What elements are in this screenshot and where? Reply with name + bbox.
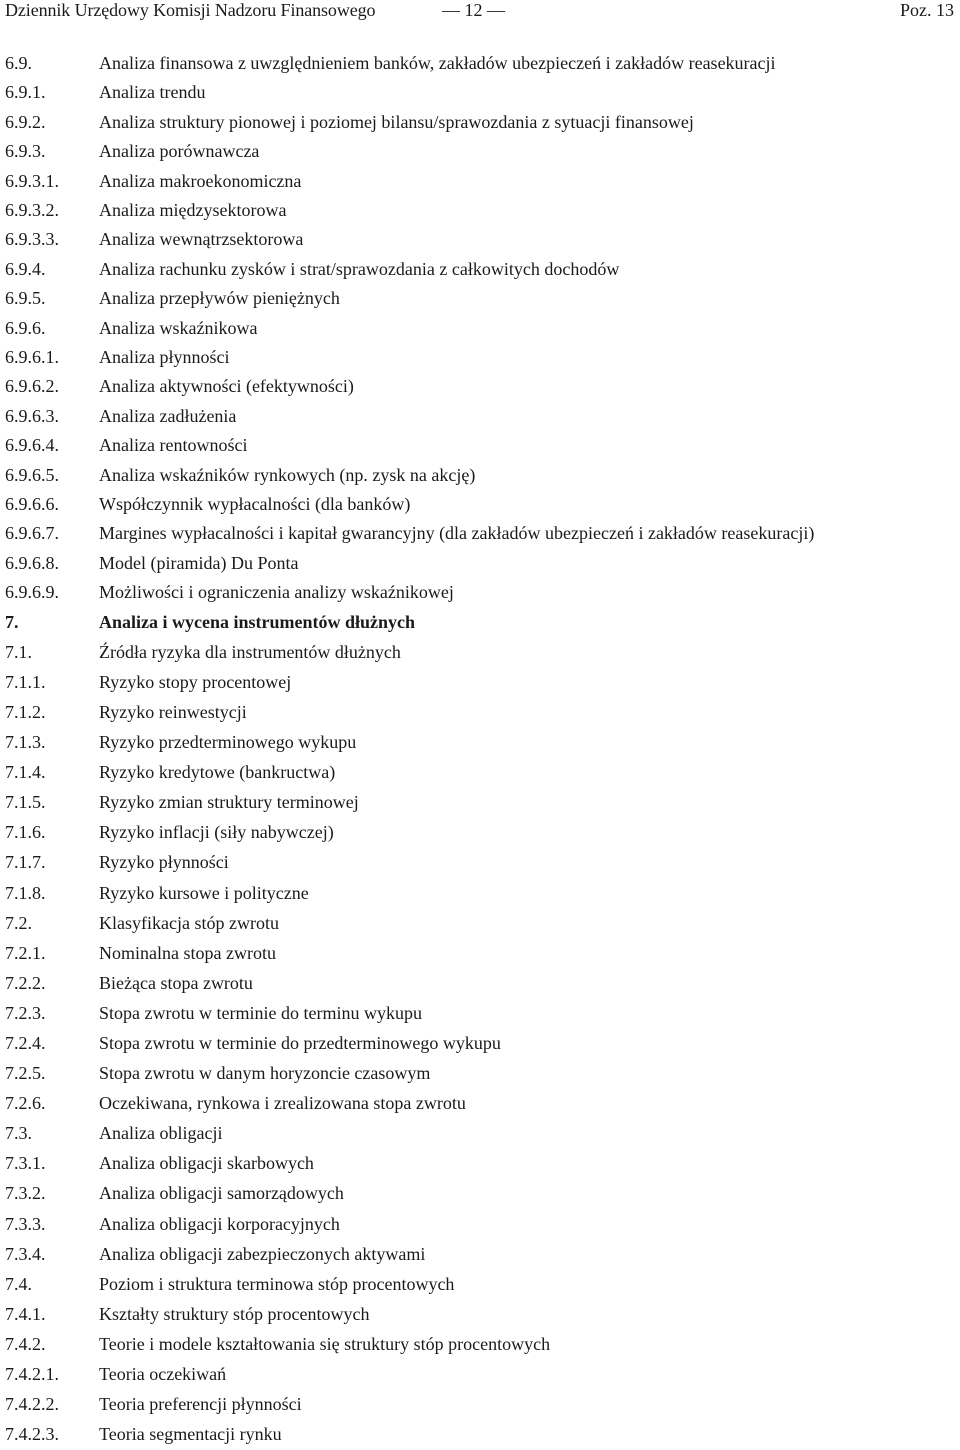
toc-entry [0,913,960,939]
toc-entry-number: 6.9.6.9. [5,582,59,602]
toc-entry-title: Analiza porównawcza [99,141,260,161]
toc-entry-number: 7.1. [5,642,32,662]
toc-entry [0,762,960,788]
toc-entry [0,973,960,999]
toc-entry-title: Analiza wewnątrzsektorowa [99,229,304,249]
toc-entry-title: Poziom i struktura terminowa stóp procentowych [99,1274,455,1294]
toc-entry-number: 7.1.5. [5,792,46,812]
toc-entry [0,494,960,520]
toc-entry [0,732,960,758]
toc-entry [0,1364,960,1390]
toc-entry-number: 7.4.2. [5,1334,46,1354]
toc-entry-title: Analiza przepływów pieniężnych [99,288,340,308]
toc-entry-number: 7.4.2.3. [5,1424,59,1444]
toc-entry [0,171,960,197]
toc-entry-number: 7.2.3. [5,1003,46,1023]
toc-entry-title: Teoria oczekiwań [99,1364,227,1384]
toc-entry [0,1244,960,1270]
toc-entry-title: Analiza struktury pionowej i poziomej bilansu/sprawozdania z sytuacji finansowej [99,112,694,132]
toc-entry [0,406,960,432]
toc-entry [0,1424,960,1450]
toc-entry-title: Źródła ryzyka dla instrumentów dłużnych [99,642,401,662]
toc-entry-title: Analiza wskaźników rynkowych (np. zysk na akcję) [99,465,476,485]
toc-entry-number: 7.2. [5,913,32,933]
page-number: — 12 — [442,0,505,20]
toc-entry-title: Stopa zwrotu w terminie do terminu wykupu [99,1003,422,1023]
toc-entry-title: Analiza obligacji samorządowych [99,1183,344,1203]
toc-entry-title: Klasyfikacja stóp zwrotu [99,913,279,933]
toc-entry-title: Teoria preferencji płynności [99,1394,302,1414]
toc-entry-number: 7.4. [5,1274,32,1294]
toc-entry-title: Bieżąca stopa zwrotu [99,973,253,993]
toc-entry [0,465,960,491]
toc-entry-number: 7.1.7. [5,852,46,872]
toc-entry-title: Analiza finansowa z uwzględnieniem banków, zakładów ubezpieczeń i zakładów reasekuracji [99,53,776,73]
toc-entry [0,1093,960,1119]
toc-entry [0,347,960,373]
toc-entry-title: Możliwości i ograniczenia analizy wskaźnikowej [99,582,454,602]
toc-entry [0,1123,960,1149]
toc-entry-title: Analiza zadłużenia [99,406,237,426]
toc-entry-title: Kształty struktury stóp procentowych [99,1304,370,1324]
toc-entry-number: 6.9.6.4. [5,435,59,455]
toc-entry-title: Analiza rachunku zysków i strat/sprawozdania z całkowitych dochodów [99,259,620,279]
toc-entry [0,523,960,549]
toc-entry [0,259,960,285]
toc-entry [0,1153,960,1179]
toc-entry-number: 6.9.6.1. [5,347,59,367]
toc-entry [0,822,960,848]
toc-entry-number: 6.9.6.6. [5,494,59,514]
toc-entry [0,1334,960,1360]
toc-entry-number: 6.9.4. [5,259,46,279]
toc-entry-title: Stopa zwrotu w danym horyzoncie czasowym [99,1063,431,1083]
toc-entry-number: 7.1.3. [5,732,46,752]
toc-entry [0,1394,960,1420]
page-header [0,0,960,26]
toc-entry-number: 7.4.1. [5,1304,46,1324]
toc-entry-title: Ryzyko kredytowe (bankructwa) [99,762,336,782]
toc-entry [0,1063,960,1089]
toc-entry [0,702,960,728]
toc-entry [0,1183,960,1209]
toc-entry-number: 6.9.6. [5,318,46,338]
toc-entry-title: Ryzyko reinwestycji [99,702,247,722]
toc-entry [0,582,960,608]
toc-entry-title: Ryzyko przedterminowego wykupu [99,732,357,752]
toc-entry [0,229,960,255]
toc-entry-title: Ryzyko płynności [99,852,229,872]
toc-entry-title: Analiza obligacji [99,1123,223,1143]
toc-entry [0,112,960,138]
toc-entry-number: 6.9.3. [5,141,46,161]
toc-entry-number: 7.1.2. [5,702,46,722]
toc-entry-number: 7.3.4. [5,1244,46,1264]
toc-entry [0,141,960,167]
toc-entry-title: Ryzyko zmian struktury terminowej [99,792,359,812]
toc-entry-number: 7.3.1. [5,1153,46,1173]
toc-entry-title: Analiza trendu [99,82,206,102]
toc-entry-title: Analiza makroekonomiczna [99,171,302,191]
toc-entry [0,376,960,402]
toc-entry-title: Nominalna stopa zwrotu [99,943,276,963]
toc-entry-number: 6.9.6.7. [5,523,59,543]
toc-entry-title: Analiza wskaźnikowa [99,318,258,338]
toc-entry [0,82,960,108]
toc-entry-title: Analiza rentowności [99,435,248,455]
toc-entry-title: Analiza obligacji korporacyjnych [99,1214,340,1234]
toc-entry [0,200,960,226]
toc-entry-number: 6.9.3.1. [5,171,59,191]
journal-title: Dziennik Urzędowy Komisji Nadzoru Finansowego [5,0,376,20]
toc-entry-number: 6.9.2. [5,112,46,132]
toc-entry [0,612,960,638]
toc-entry [0,1274,960,1300]
toc-entry [0,553,960,579]
toc-entry [0,1214,960,1240]
toc-entry-number: 7.3. [5,1123,32,1143]
toc-entry-number: 6.9.6.5. [5,465,59,485]
toc-entry-number: 7.1.1. [5,672,46,692]
toc-entry-number: 7.4.2.1. [5,1364,59,1384]
toc-entry-title: Oczekiwana, rynkowa i zrealizowana stopa zwrotu [99,1093,466,1113]
toc-entry-title: Ryzyko inflacji (siły nabywczej) [99,822,334,842]
toc-entry [0,288,960,314]
toc-entry-title: Analiza międzysektorowa [99,200,287,220]
toc-entry-number: 7.3.2. [5,1183,46,1203]
toc-entry-title: Analiza i wycena instrumentów dłużnych [99,612,416,632]
toc-entry [0,1033,960,1059]
toc-entry-number: 6.9.3.3. [5,229,59,249]
toc-entry-number: 6.9.1. [5,82,46,102]
toc-entry-number: 6.9. [5,53,32,73]
toc-entry [0,53,960,79]
toc-entry-number: 7. [5,612,19,632]
toc-entry [0,792,960,818]
toc-entry-title: Analiza obligacji zabezpieczonych aktywami [99,1244,426,1264]
toc-entry-number: 7.4.2.2. [5,1394,59,1414]
toc-entry-title: Ryzyko kursowe i polityczne [99,883,309,903]
toc-entry [0,1003,960,1029]
toc-entry-number: 7.2.6. [5,1093,46,1113]
toc-entry-title: Analiza aktywności (efektywności) [99,376,354,396]
toc-entry-number: 7.2.5. [5,1063,46,1083]
toc-entry-number: 6.9.6.8. [5,553,59,573]
toc-entry-title: Teorie i modele kształtowania się struktury stóp procentowych [99,1334,551,1354]
toc-entry-number: 7.1.8. [5,883,46,903]
toc-entry-title: Analiza płynności [99,347,230,367]
toc-entry-number: 6.9.5. [5,288,46,308]
toc-entry [0,943,960,969]
toc-entry-number: 6.9.6.3. [5,406,59,426]
toc-entry [0,435,960,461]
toc-entry-number: 7.2.4. [5,1033,46,1053]
toc-entry-title: Margines wypłacalności i kapitał gwarancyjny (dla zakładów ubezpieczeń i zakładów reasekuracji) [99,523,815,543]
toc-entry-title: Analiza obligacji skarbowych [99,1153,314,1173]
toc-entry-title: Ryzyko stopy procentowej [99,672,292,692]
toc-entry-number: 7.2.1. [5,943,46,963]
toc-entry-number: 7.2.2. [5,973,46,993]
toc-entry-number: 7.3.3. [5,1214,46,1234]
toc-entry [0,883,960,909]
toc-entry-title: Współczynnik wypłacalności (dla banków) [99,494,411,514]
toc-entry-number: 7.1.6. [5,822,46,842]
toc-entry [0,642,960,668]
toc-entry-title: Model (piramida) Du Ponta [99,553,299,573]
toc-entry-number: 6.9.6.2. [5,376,59,396]
toc-entry-number: 6.9.3.2. [5,200,59,220]
toc-entry [0,318,960,344]
toc-entry [0,672,960,698]
position-number: Poz. 13 [900,0,954,20]
toc-entry-number: 7.1.4. [5,762,46,782]
toc-entry-title: Stopa zwrotu w terminie do przedterminowego wykupu [99,1033,501,1053]
toc-entry [0,1304,960,1330]
toc-entry [0,852,960,878]
toc-entry-title: Teoria segmentacji rynku [99,1424,282,1444]
